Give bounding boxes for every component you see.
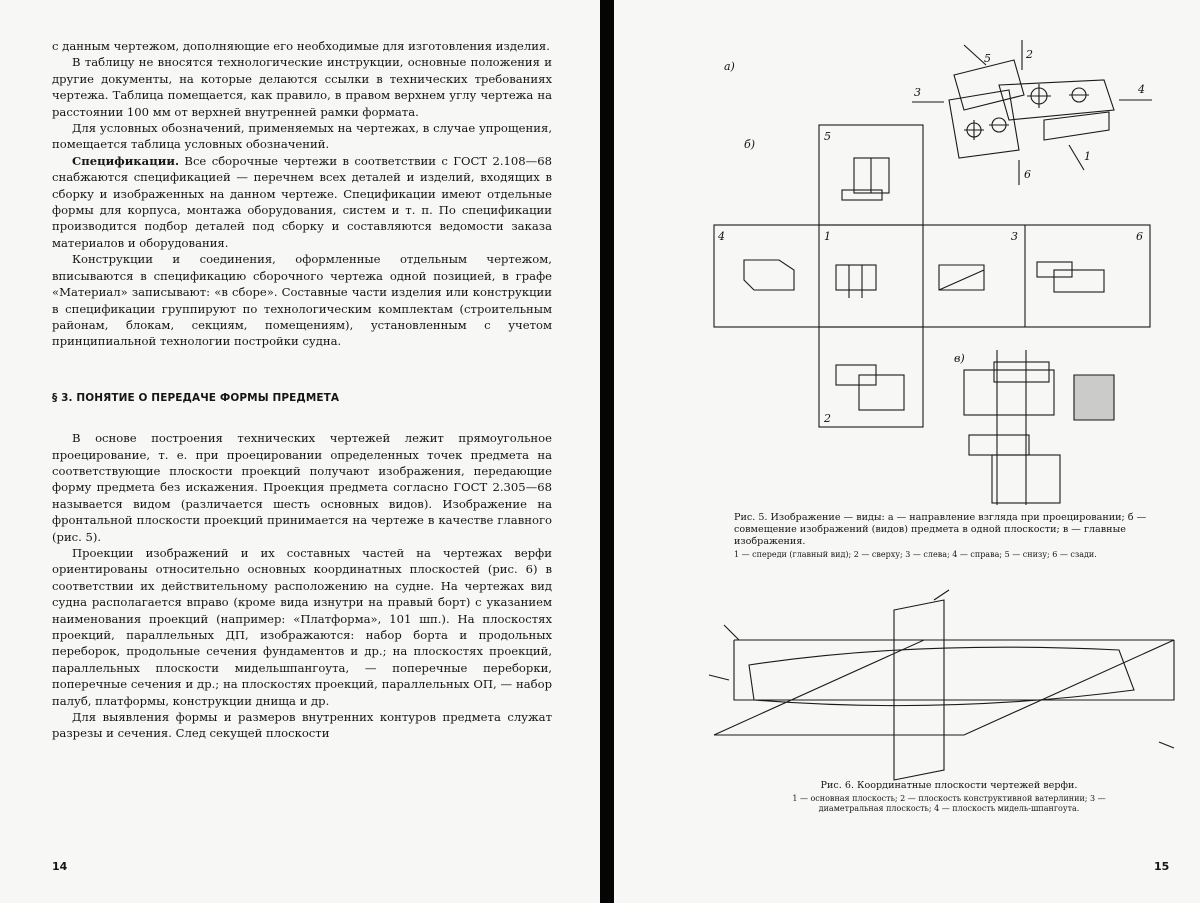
paragraph: Для условных обозначений, применяемых на чертежах, в случае упрощения, помещается таблица условных обозначений. (52, 121, 552, 152)
figure-6-title: Рис. 6. Координатные плоскости чертежей верфи. (820, 780, 1078, 791)
paragraph: с данным чертежом, дополняющие его необходимые для изготовления изделия. (52, 39, 550, 53)
page-number: 15 (1154, 860, 1170, 873)
fig-label-5: 5 (984, 52, 991, 65)
paragraph: Конструкции и соединения, оформленные отдельным чертежом, вписываются в спецификацию сборочного чертежа одной позицией, в графе «Материал» записывают: «в сборе». Составные части изделия или конструкции в спецификации группируют по технологическим комплектам (строительным районам, блокам, секциям, помещениям), установленным с учетом принципиальной технологии постройки судна. (52, 252, 552, 349)
svg-text:5: 5 (824, 130, 831, 143)
section-heading: § 3. ПОНЯТИЕ О ПЕРЕДАЧЕ ФОРМЫ ПРЕДМЕТА (52, 391, 340, 404)
figure-5a-isometric (724, 40, 1152, 185)
figure-6-caption (784, 780, 1114, 814)
figures-svg (614, 0, 1200, 903)
svg-text:1: 1 (824, 230, 831, 243)
figure-6-legend: 1 — основная плоскость; 2 — плоскость конструктивной ватерлинии; 3 — диаметральная плоскость; 4 — плоскость мидель-шпангоута. (792, 794, 1106, 813)
paragraph: Для выявления формы и размеров внутренних контуров предмета служат разрезы и сечения. След секущей плоскости (52, 710, 552, 741)
right-page (614, 0, 1200, 903)
fig-label-4: 4 (1138, 83, 1145, 96)
figure-5v-main-views (954, 350, 1114, 505)
svg-text:6: 6 (1136, 230, 1143, 243)
fig-label-1: 1 (1084, 150, 1091, 163)
svg-text:4: 4 (718, 230, 725, 243)
fig-label-6: 6 (1024, 168, 1031, 181)
paragraph-text: Все сборочные чертежи в соответствии с ГОСТ 2.108—68 снабжаются спецификацией — перечнем всех деталей и изделий, входящих в сборку и изображенных на данном чертеже. Спецификации имеют отдельные формы для корпуса, монтажа оборудования, систем и т. п. По спецификации производится подбор деталей под сборку и составляются ведомости заказа материалов и оборудования. (52, 153, 553, 250)
svg-text:3: 3 (1011, 230, 1018, 243)
left-text-column (52, 38, 552, 742)
figure-5-legend: 1 — спереди (главный вид); 2 — сверху; 3 — слева; 4 — справа; 5 — снизу; 6 — сзади. (734, 550, 1097, 559)
fig-label-v: в) (954, 352, 965, 365)
fig-label-b: б) (744, 138, 756, 151)
fig-label-2: 2 (1026, 48, 1033, 61)
paragraph: Проекции изображений и их составных частей на чертежах верфи ориентированы относительно основных координатных плоскостей (рис. 6) в соответствии их действительному расположению на судне. На чертежах вид судна располагается вправо (кроме вида изнутри на правый борт) с указанием наименования проекций (например: «Платформа», 101 шп.). На плоскостях проекций, параллельных ДП, изображаются: набор борта и продольных переборок, продольные сечения фундаментов и др.; на плоскостях проекций, параллельных плоскости мидельшпангоута, — поперечные переборки, поперечные сечения и др.; на плоскостях проекций, параллельных ОП, — набор палуб, платформы, конструкции днища и др. (52, 545, 552, 708)
book-spine (600, 0, 614, 903)
fig-label-3: 3 (914, 86, 921, 99)
page-number: 14 (52, 860, 68, 873)
paragraph: В основе построения технических чертежей лежит прямоугольное проецирование, т. е. при проецировании определенных точек предмета на соответствующие плоскости проекций получают изображения, передающие форму предмета без искажения. Проекция предмета согласно ГОСТ 2.305—68 называется видом (различается шесть основных видов). Изображение на фронтальной плоскости проекций принимается на чертеже в качестве главного (рис. 5). (52, 431, 552, 544)
figure-5-title: Рис. 5. Изображение — виды: а — направление взгляда при проецировании; б — совмещение изображений (видов) предмета в одной плоскости; в — главные изображения. (734, 512, 1147, 547)
figure-5-caption (734, 512, 1154, 560)
figure-6-coordinate-planes (709, 590, 1174, 780)
svg-text:2: 2 (824, 412, 831, 425)
paragraph: В таблицу не вносятся технологические инструкции, основные положения и другие документы, на которые делаются ссылки в технических требованиях чертежа. Таблица помещается, как правило, в правом верхнем углу чертежа на расстоянии 100 мм от верхней внутренней рамки формата. (52, 55, 552, 119)
fig-label-a: а) (724, 60, 735, 73)
paragraph-specifications (52, 153, 552, 251)
term-specifications: Спецификации. (72, 153, 179, 168)
